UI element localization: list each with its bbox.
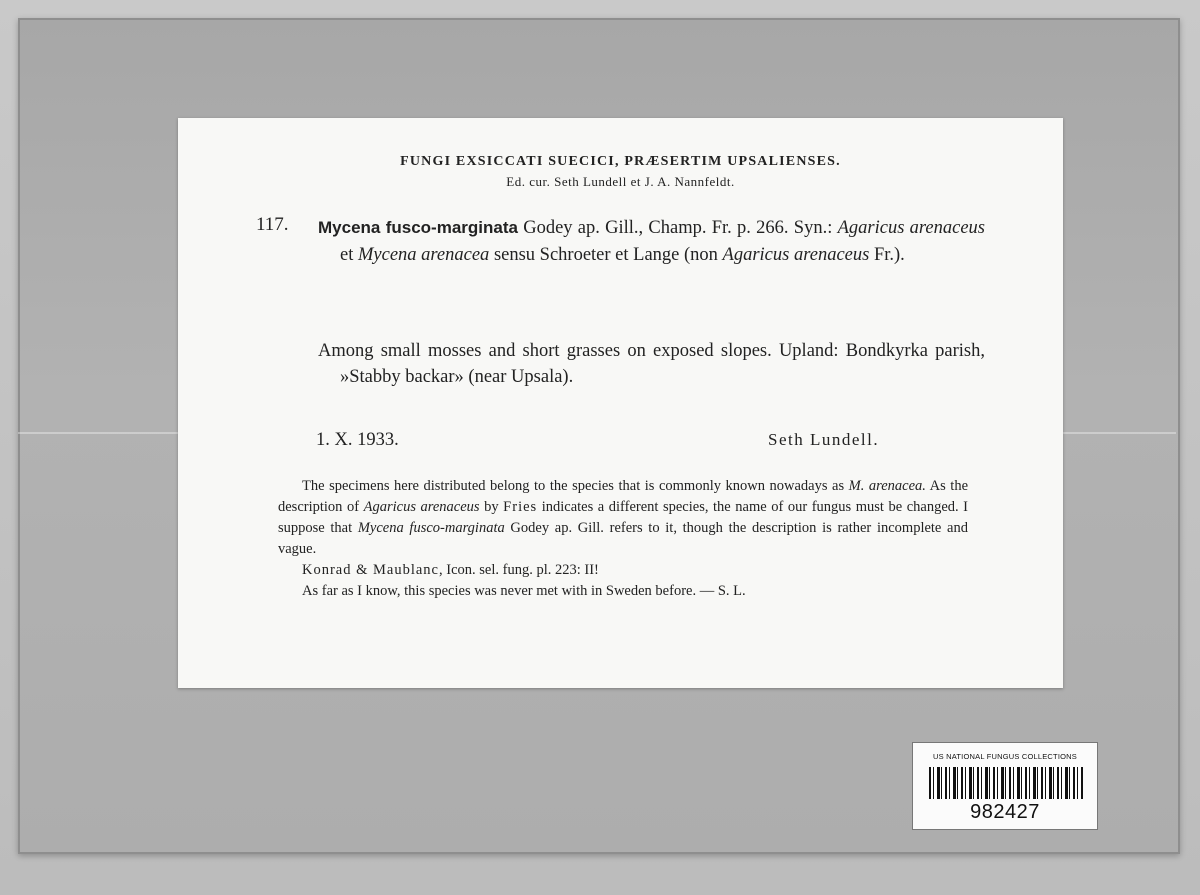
habitat-locality: Among small mosses and short grasses on exposed slopes. Upland: Bondkyrka parish, »Stabby backar» (near Upsala). [318, 341, 985, 387]
note-paragraph-1: The specimens here distributed belong to the species that is commonly known nowadays as M. arenacea. As the description of Agaricus arenaceus by Fries indicates a different species, the name of our fungus must be changed. I suppose that Mycena fusco-marginata Godey ap. Gill. refers to it, though the description is rather incomplete and vague. [278, 478, 969, 557]
barcode-bars [929, 767, 1083, 799]
series-title: FUNGI EXSICCATI SUECICI, PRÆSERTIM UPSALIENSES. [400, 154, 841, 169]
collection-date: 1. X. 1933. [316, 430, 399, 450]
citation-text-2: et [340, 245, 358, 265]
citation-text-3: sensu Schroeter et Lange (non [489, 245, 723, 265]
barcode-institution: US NATIONAL FUNGUS COLLECTIONS [933, 752, 1077, 761]
collector-name: Seth Lundell. [768, 430, 880, 449]
species-name: Mycena fusco-marginata [318, 218, 518, 237]
citation-text-4: Fr.). [869, 245, 905, 265]
synonym-1: Agaricus arenaceus [837, 218, 985, 238]
synonym-2: Mycena arenacea [357, 245, 490, 265]
editors-line: Ed. cur. Seth Lundell et J. A. Nannfeldt. [506, 174, 735, 189]
barcode-label [912, 742, 1098, 830]
note-paragraph-3: As far as I know, this species was never met with in Sweden before. — S. L. [302, 583, 746, 599]
synonym-3: Agaricus arenaceus [722, 245, 870, 265]
citation-text-1: Godey ap. Gill., Champ. Fr. p. 266. Syn.: [517, 218, 838, 238]
herbarium-label [178, 118, 1063, 688]
barcode-number: 982427 [970, 801, 1040, 823]
note-paragraph-2: Konrad & Maublanc, Icon. sel. fung. pl. 223: II! [302, 562, 599, 578]
taxon-citation [318, 214, 985, 269]
taxonomic-notes [278, 476, 968, 602]
exsiccata-number: 117. [256, 214, 289, 235]
